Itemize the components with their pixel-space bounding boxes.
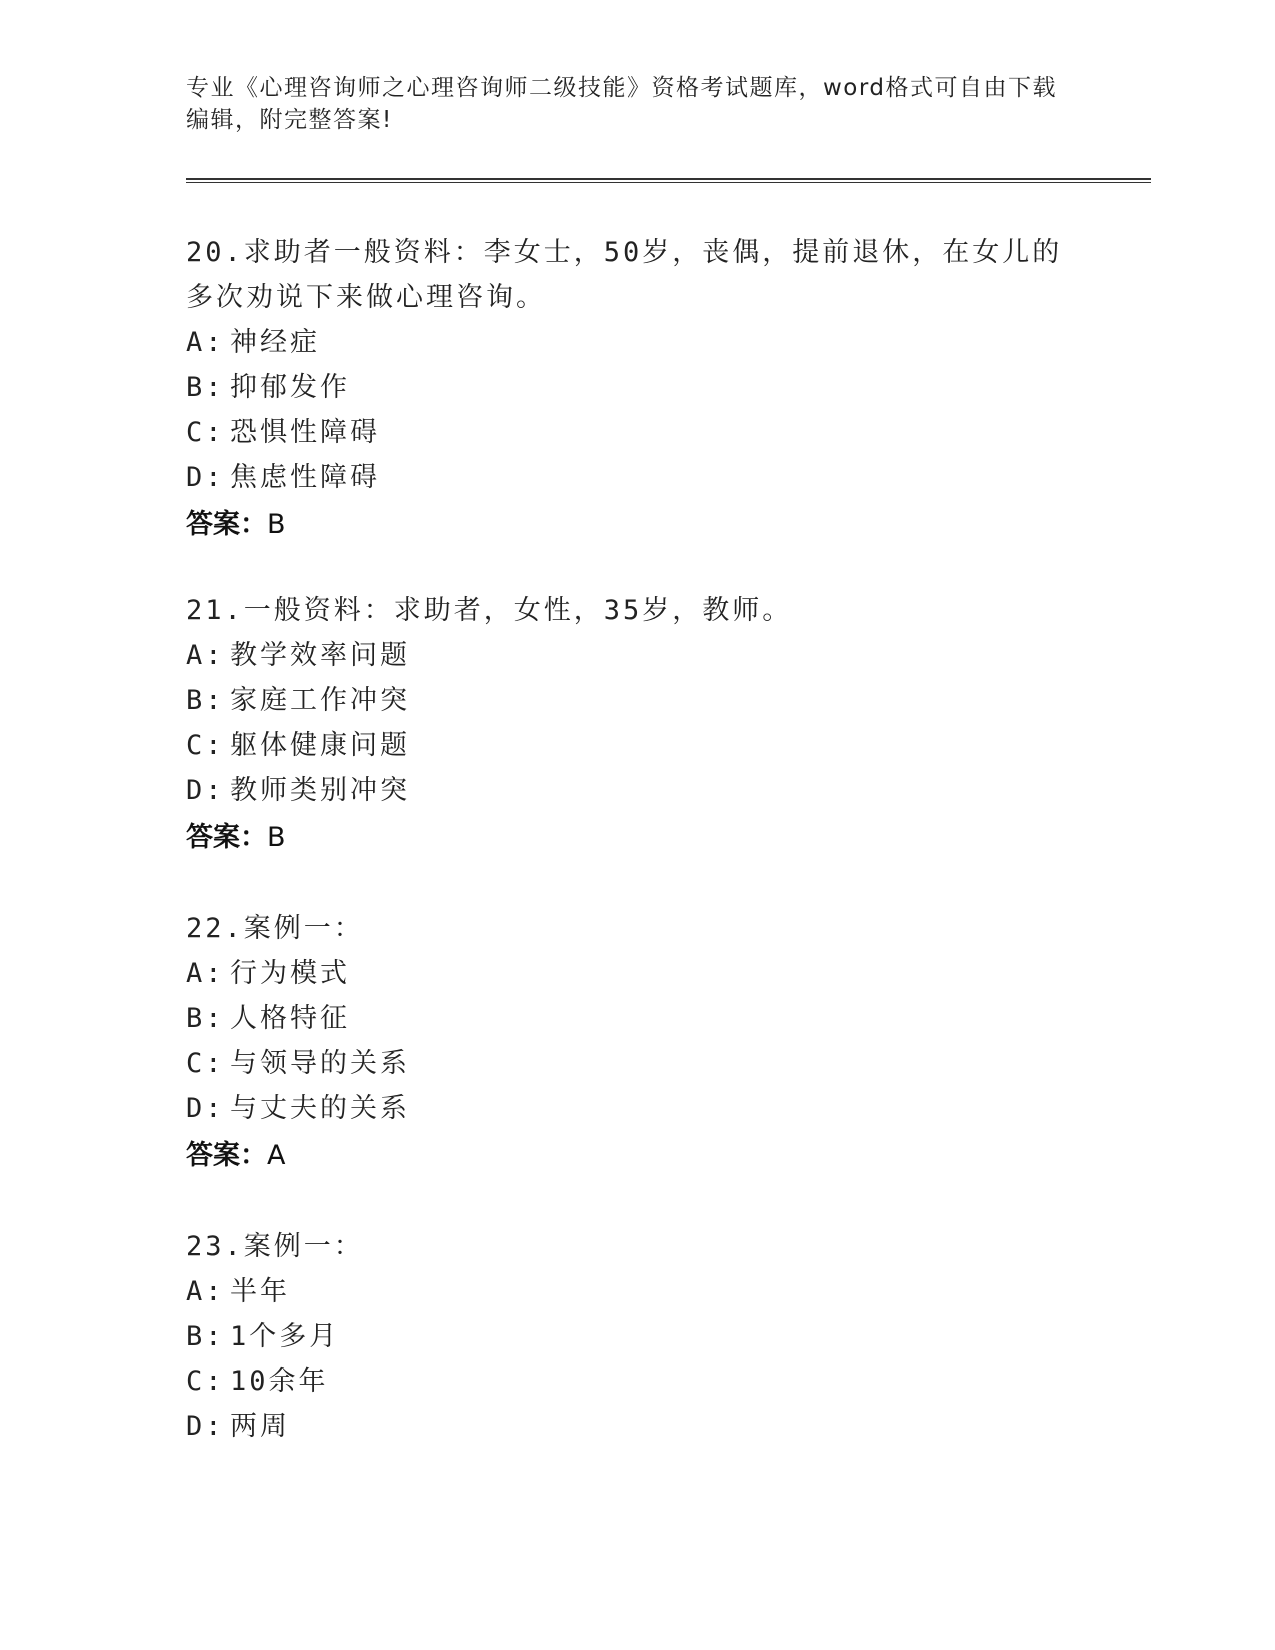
option-letter: C: (186, 1048, 225, 1079)
option-letter: A: (186, 327, 225, 358)
question-21 (186, 588, 1086, 862)
option-text: 躯体健康问题 (230, 730, 410, 761)
option-text: 教学效率问题 (230, 640, 410, 671)
answer-line (186, 814, 1086, 862)
option-text: 1个多月 (230, 1321, 340, 1352)
option-b (186, 996, 1086, 1041)
question-22 (186, 906, 1086, 1180)
option-a (186, 951, 1086, 996)
answer-label: 答案： (186, 822, 267, 853)
header-line-2: 编辑，附完整答案! (186, 107, 393, 133)
question-stem: 23.案例一： (186, 1231, 364, 1262)
option-a (186, 633, 1086, 678)
option-letter: A: (186, 1276, 225, 1307)
option-letter: B: (186, 1321, 225, 1352)
option-c (186, 1359, 1086, 1404)
option-letter: A: (186, 640, 225, 671)
answer-line (186, 1132, 1086, 1180)
option-d (186, 1086, 1086, 1131)
answer-label: 答案： (186, 1140, 267, 1171)
option-b (186, 1314, 1086, 1359)
option-letter: D: (186, 1093, 225, 1124)
option-letter: B: (186, 372, 225, 403)
option-letter: D: (186, 775, 225, 806)
option-text: 半年 (230, 1276, 290, 1307)
option-b (186, 678, 1086, 723)
option-c (186, 410, 1086, 455)
option-text: 与领导的关系 (230, 1048, 410, 1079)
option-text: 教师类别冲突 (230, 775, 410, 806)
answer-value: B (267, 509, 286, 540)
option-d (186, 455, 1086, 500)
question-stem: 20.求助者一般资料：李女士，50岁，丧偶，提前退休，在女儿的多次劝说下来做心理咨询。 (186, 237, 1063, 313)
option-letter: C: (186, 730, 225, 761)
answer-value: B (267, 822, 286, 853)
option-d (186, 768, 1086, 813)
option-letter: C: (186, 1366, 225, 1397)
option-letter: B: (186, 685, 225, 716)
option-text: 恐惧性障碍 (230, 417, 380, 448)
option-letter: C: (186, 417, 225, 448)
answer-line (186, 501, 1086, 549)
option-letter: D: (186, 1411, 225, 1442)
option-text: 抑郁发作 (230, 372, 350, 403)
answer-label: 答案： (186, 509, 267, 540)
option-letter: D: (186, 462, 225, 493)
document-header (186, 72, 1086, 136)
question-23 (186, 1224, 1086, 1449)
question-stem: 21.一般资料：求助者，女性，35岁，教师。 (186, 595, 793, 626)
option-c (186, 723, 1086, 768)
option-text: 行为模式 (230, 958, 350, 989)
answer-value: A (267, 1140, 286, 1171)
option-c (186, 1041, 1086, 1086)
option-letter: B: (186, 1003, 225, 1034)
option-text: 焦虑性障碍 (230, 462, 380, 493)
option-b (186, 365, 1086, 410)
question-stem: 22.案例一： (186, 913, 364, 944)
question-20 (186, 230, 1086, 549)
option-a (186, 1269, 1086, 1314)
option-text: 家庭工作冲突 (230, 685, 410, 716)
header-line-1: 专业《心理咨询师之心理咨询师二级技能》资格考试题库，word格式可自由下载 (186, 75, 1058, 101)
header-divider (186, 178, 1151, 183)
option-letter: A: (186, 958, 225, 989)
option-text: 人格特征 (230, 1003, 350, 1034)
option-d (186, 1404, 1086, 1449)
option-text: 神经症 (230, 327, 320, 358)
option-text: 10余年 (230, 1366, 329, 1397)
option-text: 与丈夫的关系 (230, 1093, 410, 1124)
option-text: 两周 (230, 1411, 290, 1442)
option-a (186, 320, 1086, 365)
